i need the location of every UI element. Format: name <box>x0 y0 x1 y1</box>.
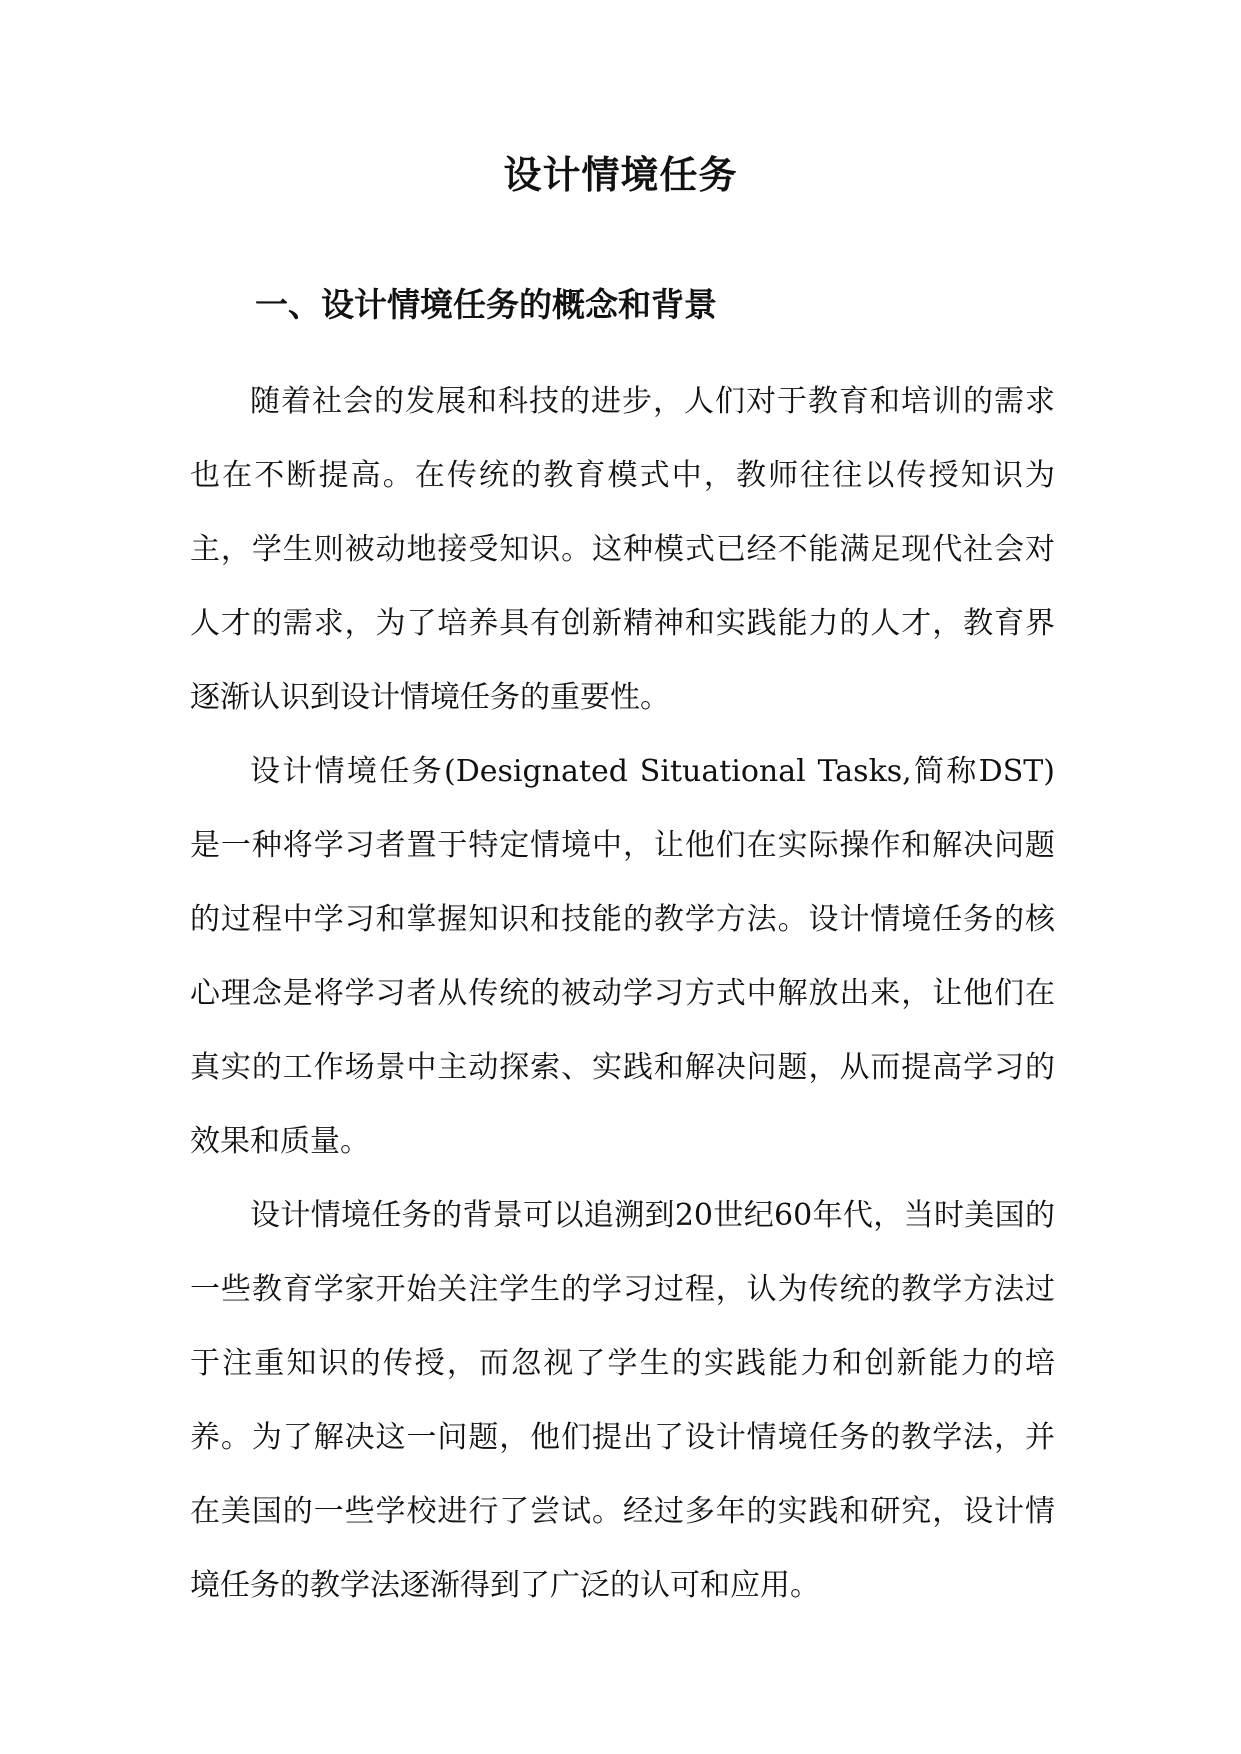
paragraph-3: 设计情境任务的背景可以追溯到20世纪60年代，当时美国的一些教育学家开始关注学生的学习过程，认为传统的教学方法过于注重知识的传授，而忽视了学生的实践能力和创新能力的培养。为了解决这一问题，他们提出了设计情境任务的教学法，并在美国的一些学校进行了尝试。经过多年的实践和研究，设计情境任务的教学法逐渐得到了广泛的认可和应用。 <box>190 1198 1055 1603</box>
body-text <box>190 365 1055 1623</box>
paragraph-2: 设计情境任务(Designated Situational Tasks,简称DST)是一种将学习者置于特定情境中，让他们在实际操作和解决问题的过程中学习和掌握知识和技能的教学方法。设计情境任务的核心理念是将学习者从传统的被动学习方式中解放出来，让他们在真实的工作场景中主动探索、实践和解决问题，从而提高学习的效果和质量。 <box>190 754 1055 1159</box>
section-heading: 一、设计情境任务的概念和背景 <box>255 285 717 324</box>
document-title: 设计情境任务 <box>503 153 738 197</box>
paragraph-1: 随着社会的发展和科技的进步，人们对于教育和培训的需求也在不断提高。在传统的教育模式中，教师往往以传授知识为主，学生则被动地接受知识。这种模式已经不能满足现代社会对人才的需求，为了培养具有创新精神和实践能力的人才，教育界逐渐认识到设计情境任务的重要性。 <box>190 384 1055 715</box>
